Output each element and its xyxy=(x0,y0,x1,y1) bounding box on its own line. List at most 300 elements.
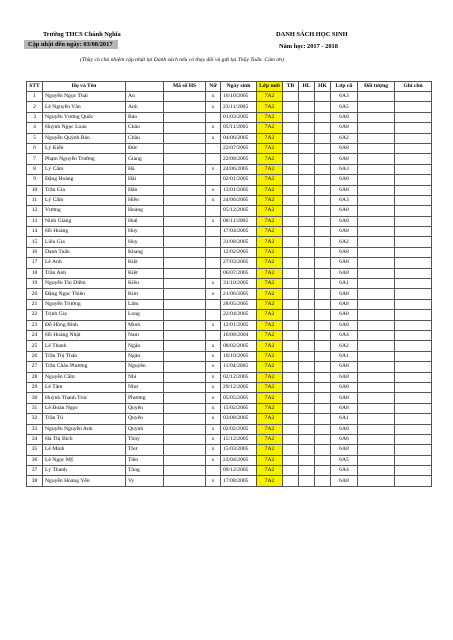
cell-last-middle-name: Nguyễn Ngọc Thái xyxy=(43,92,126,102)
cell-old-class: 6A8 xyxy=(331,362,358,372)
cell-category xyxy=(358,351,395,361)
cell-stt: 29 xyxy=(27,382,43,392)
cell-first-name: Châu xyxy=(126,133,164,143)
cell-remarks xyxy=(395,299,432,309)
cell-student-id xyxy=(164,476,206,486)
cell-average xyxy=(283,341,299,351)
cell-category xyxy=(358,424,395,434)
cell-first-name: Châu xyxy=(126,123,164,133)
cell-old-class: 6A8 xyxy=(331,227,358,237)
cell-last-middle-name: Nguyễn Vương Quốc xyxy=(43,112,126,122)
cell-average xyxy=(283,92,299,102)
cell-last-middle-name: Lý Thanh xyxy=(43,466,126,476)
cell-new-class: 7A2 xyxy=(257,175,283,185)
table-row xyxy=(27,195,432,205)
cell-academic-rank xyxy=(299,175,315,185)
cell-female xyxy=(206,247,221,257)
cell-category xyxy=(358,362,395,372)
cell-category xyxy=(358,185,395,195)
table-row xyxy=(27,206,432,216)
cell-remarks xyxy=(395,123,432,133)
cell-category xyxy=(358,123,395,133)
cell-old-class: 6A2 xyxy=(331,133,358,143)
cell-last-middle-name: Lê Minh xyxy=(43,445,126,455)
cell-student-id xyxy=(164,102,206,112)
cell-old-class: 6A2 xyxy=(331,341,358,351)
cell-academic-rank xyxy=(299,362,315,372)
cell-last-middle-name: Nguyễn Cẩm xyxy=(43,372,126,382)
cell-female xyxy=(206,237,221,247)
cell-birth-date: 06/07/2005 xyxy=(221,268,257,278)
cell-old-class: 6A8 xyxy=(331,112,358,122)
cell-birth-date: 02/01/2005 xyxy=(221,175,257,185)
cell-conduct xyxy=(315,320,331,330)
cell-first-name: Lâm xyxy=(126,299,164,309)
document-title: DANH SÁCH HỌC SINH xyxy=(276,31,348,38)
cell-conduct xyxy=(315,310,331,320)
column-header-last-middle-name: Họ và Tên xyxy=(43,82,126,92)
cell-average xyxy=(283,424,299,434)
student-list-table xyxy=(26,81,432,487)
cell-birth-date: 15/02/2005 xyxy=(221,403,257,413)
cell-category xyxy=(358,268,395,278)
cell-last-middle-name: Ninh Giang xyxy=(43,216,126,226)
cell-last-middle-name: Trần Thị Thảo xyxy=(43,351,126,361)
cell-birth-date: 10/10/2005 xyxy=(221,351,257,361)
cell-stt: 31 xyxy=(27,403,43,413)
cell-student-id xyxy=(164,154,206,164)
cell-stt: 19 xyxy=(27,279,43,289)
cell-female: x xyxy=(206,164,221,174)
cell-female xyxy=(206,227,221,237)
cell-female: x xyxy=(206,185,221,195)
table-row xyxy=(27,351,432,361)
cell-new-class: 7A2 xyxy=(257,362,283,372)
cell-remarks xyxy=(395,403,432,413)
cell-old-class: 6A8 xyxy=(331,289,358,299)
cell-remarks xyxy=(395,320,432,330)
cell-stt: 37 xyxy=(27,466,43,476)
cell-last-middle-name: Vương xyxy=(43,206,126,216)
cell-old-class: 6A8 xyxy=(331,310,358,320)
cell-student-id xyxy=(164,362,206,372)
cell-category xyxy=(358,143,395,153)
table-row xyxy=(27,372,432,382)
cell-average xyxy=(283,299,299,309)
column-header-remarks: Ghi chú xyxy=(395,82,432,92)
cell-academic-rank xyxy=(299,237,315,247)
cell-female: x xyxy=(206,445,221,455)
table-row xyxy=(27,445,432,455)
cell-first-name: Kiệt xyxy=(126,258,164,268)
column-header-birth-date: Ngày sinh xyxy=(221,82,257,92)
cell-remarks xyxy=(395,237,432,247)
cell-stt: 5 xyxy=(27,133,43,143)
table-row xyxy=(27,362,432,372)
table-row xyxy=(27,112,432,122)
cell-conduct xyxy=(315,445,331,455)
cell-first-name: Đức xyxy=(126,143,164,153)
cell-new-class: 7A2 xyxy=(257,279,283,289)
cell-new-class: 7A2 xyxy=(257,341,283,351)
table-row xyxy=(27,320,432,330)
cell-old-class: 6A1 xyxy=(331,414,358,424)
cell-birth-date: 24/06/2005 xyxy=(221,195,257,205)
cell-stt: 1 xyxy=(27,92,43,102)
cell-old-class: 6A8 xyxy=(331,476,358,486)
cell-conduct xyxy=(315,289,331,299)
cell-student-id xyxy=(164,424,206,434)
cell-average xyxy=(283,403,299,413)
cell-first-name: Vy xyxy=(126,476,164,486)
column-header-first-name xyxy=(126,82,164,92)
cell-new-class: 7A2 xyxy=(257,164,283,174)
cell-category xyxy=(358,227,395,237)
cell-average xyxy=(283,372,299,382)
cell-birth-date: 22/08/2005 xyxy=(221,154,257,164)
cell-first-name: Nhi xyxy=(126,372,164,382)
cell-conduct xyxy=(315,92,331,102)
cell-academic-rank xyxy=(299,123,315,133)
cell-birth-date: 13/01/2005 xyxy=(221,185,257,195)
cell-student-id xyxy=(164,195,206,205)
cell-first-name: Quyên xyxy=(126,414,164,424)
cell-last-middle-name: Lê Tâm xyxy=(43,382,126,392)
cell-category xyxy=(358,403,395,413)
column-header-old-class: Lớp cũ xyxy=(331,82,358,92)
cell-female: x xyxy=(206,92,221,102)
cell-female xyxy=(206,330,221,340)
table-row xyxy=(27,227,432,237)
instruction-note: (Thầy cô chủ nhiệm cập nhật lại Danh sách nếu có thay đổi và gửi lại Thầy Tuấn. Cám ơn) xyxy=(80,57,284,63)
cell-last-middle-name: Lý Cẩm xyxy=(43,164,126,174)
cell-old-class: 6A3 xyxy=(331,195,358,205)
cell-category xyxy=(358,206,395,216)
cell-last-middle-name: Trịnh Gia xyxy=(43,310,126,320)
cell-remarks xyxy=(395,414,432,424)
cell-academic-rank xyxy=(299,143,315,153)
cell-birth-date: 08/11/2005 xyxy=(221,216,257,226)
cell-old-class: 6A1 xyxy=(331,279,358,289)
cell-birth-date: 15/12/2005 xyxy=(221,434,257,444)
cell-conduct xyxy=(315,279,331,289)
cell-stt: 10 xyxy=(27,185,43,195)
table-row xyxy=(27,330,432,340)
cell-average xyxy=(283,393,299,403)
table-row xyxy=(27,289,432,299)
cell-remarks xyxy=(395,112,432,122)
cell-category xyxy=(358,237,395,247)
cell-average xyxy=(283,289,299,299)
cell-average xyxy=(283,310,299,320)
cell-birth-date: 11/04/2005 xyxy=(221,362,257,372)
cell-last-middle-name: Lê Anh xyxy=(43,258,126,268)
cell-student-id xyxy=(164,455,206,465)
cell-old-class: 6A8 xyxy=(331,393,358,403)
cell-old-class: 6A8 xyxy=(331,175,358,185)
cell-academic-rank xyxy=(299,133,315,143)
cell-first-name: Anh xyxy=(126,102,164,112)
column-header-stt: STT xyxy=(27,82,43,92)
cell-student-id xyxy=(164,268,206,278)
table-row xyxy=(27,424,432,434)
cell-student-id xyxy=(164,382,206,392)
cell-academic-rank xyxy=(299,289,315,299)
cell-academic-rank xyxy=(299,154,315,164)
cell-academic-rank xyxy=(299,393,315,403)
cell-last-middle-name: Huỳnh Thanh Trúc xyxy=(43,393,126,403)
cell-conduct xyxy=(315,206,331,216)
cell-new-class: 7A2 xyxy=(257,206,283,216)
cell-first-name: Bảo xyxy=(126,112,164,122)
cell-birth-date: 08/02/2005 xyxy=(221,341,257,351)
cell-first-name: Long xyxy=(126,310,164,320)
cell-last-middle-name: Lê Nguyễn Văn xyxy=(43,102,126,112)
cell-student-id xyxy=(164,123,206,133)
cell-student-id xyxy=(164,299,206,309)
cell-female: x xyxy=(206,195,221,205)
cell-last-middle-name: Nguyễn Trường xyxy=(43,299,126,309)
cell-stt: 13 xyxy=(27,216,43,226)
cell-last-middle-name: Trần Tú xyxy=(43,414,126,424)
cell-category xyxy=(358,445,395,455)
column-header-student-id: Mã số HS xyxy=(164,82,206,92)
cell-birth-date: 05/11/2005 xyxy=(221,123,257,133)
column-header-academic-rank: HL xyxy=(299,82,315,92)
cell-birth-date: 28/05/2005 xyxy=(221,299,257,309)
cell-category xyxy=(358,393,395,403)
table-row xyxy=(27,310,432,320)
cell-conduct xyxy=(315,133,331,143)
cell-birth-date: 02/02/2005 xyxy=(221,424,257,434)
cell-first-name: Kiệt xyxy=(126,268,164,278)
cell-new-class: 7A2 xyxy=(257,133,283,143)
table-row xyxy=(27,175,432,185)
cell-academic-rank xyxy=(299,102,315,112)
cell-old-class: 6A5 xyxy=(331,102,358,112)
cell-academic-rank xyxy=(299,341,315,351)
cell-new-class: 7A2 xyxy=(257,320,283,330)
cell-last-middle-name: Trần Anh xyxy=(43,268,126,278)
cell-first-name: Hiền xyxy=(126,195,164,205)
cell-category xyxy=(358,216,395,226)
cell-stt: 35 xyxy=(27,445,43,455)
cell-female: x xyxy=(206,476,221,486)
cell-remarks xyxy=(395,143,432,153)
cell-female: x xyxy=(206,424,221,434)
cell-first-name: Huy xyxy=(126,237,164,247)
cell-academic-rank xyxy=(299,330,315,340)
cell-stt: 27 xyxy=(27,362,43,372)
cell-category xyxy=(358,310,395,320)
table-row xyxy=(27,123,432,133)
cell-stt: 7 xyxy=(27,154,43,164)
cell-remarks xyxy=(395,372,432,382)
cell-conduct xyxy=(315,247,331,257)
cell-category xyxy=(358,466,395,476)
cell-new-class: 7A2 xyxy=(257,154,283,164)
cell-last-middle-name: Đặng Hoàng xyxy=(43,175,126,185)
cell-average xyxy=(283,175,299,185)
cell-new-class: 7A2 xyxy=(257,258,283,268)
cell-student-id xyxy=(164,185,206,195)
cell-last-middle-name: Nguyễn Hoàng Yến xyxy=(43,476,126,486)
cell-average xyxy=(283,237,299,247)
cell-female: x xyxy=(206,393,221,403)
cell-first-name: Quyên xyxy=(126,403,164,413)
cell-female xyxy=(206,299,221,309)
cell-last-middle-name: Đặng Ngọc Thiên xyxy=(43,289,126,299)
cell-stt: 2 xyxy=(27,102,43,112)
cell-new-class: 7A2 xyxy=(257,143,283,153)
table-row xyxy=(27,279,432,289)
school-year: Năm học: 2017 - 2018 xyxy=(279,43,338,50)
cell-new-class: 7A2 xyxy=(257,237,283,247)
cell-remarks xyxy=(395,424,432,434)
cell-first-name: Hoàng xyxy=(126,206,164,216)
cell-conduct xyxy=(315,175,331,185)
cell-birth-date: 17/08/2005 xyxy=(221,476,257,486)
cell-conduct xyxy=(315,299,331,309)
cell-last-middle-name: Nguyễn Nguyễn Anh xyxy=(43,424,126,434)
cell-academic-rank xyxy=(299,299,315,309)
column-header-new-class: Lớp mới xyxy=(257,82,283,92)
cell-remarks xyxy=(395,341,432,351)
cell-female xyxy=(206,143,221,153)
cell-remarks xyxy=(395,247,432,257)
cell-stt: 18 xyxy=(27,268,43,278)
cell-student-id xyxy=(164,330,206,340)
cell-category xyxy=(358,247,395,257)
cell-remarks xyxy=(395,351,432,361)
cell-student-id xyxy=(164,112,206,122)
cell-average xyxy=(283,227,299,237)
cell-remarks xyxy=(395,195,432,205)
cell-category xyxy=(358,258,395,268)
cell-new-class: 7A2 xyxy=(257,351,283,361)
cell-female xyxy=(206,466,221,476)
cell-conduct xyxy=(315,123,331,133)
cell-last-middle-name: Hồ Hoàng Nhật xyxy=(43,330,126,340)
cell-average xyxy=(283,455,299,465)
cell-student-id xyxy=(164,164,206,174)
cell-female: x xyxy=(206,351,221,361)
cell-female xyxy=(206,206,221,216)
cell-new-class: 7A2 xyxy=(257,372,283,382)
cell-remarks xyxy=(395,206,432,216)
cell-academic-rank xyxy=(299,247,315,257)
cell-birth-date: 29/12/2005 xyxy=(221,382,257,392)
column-header-female: Nữ xyxy=(206,82,221,92)
cell-first-name: Kim xyxy=(126,289,164,299)
table-row xyxy=(27,258,432,268)
cell-average xyxy=(283,466,299,476)
cell-conduct xyxy=(315,382,331,392)
cell-category xyxy=(358,372,395,382)
cell-first-name: Như xyxy=(126,382,164,392)
updated-date-banner: Cập nhật đến ngày: 03/08/2017 xyxy=(24,40,118,49)
cell-average xyxy=(283,330,299,340)
cell-birth-date: 16/08/2004 xyxy=(221,330,257,340)
cell-new-class: 7A2 xyxy=(257,289,283,299)
cell-old-class: 6A8 xyxy=(331,299,358,309)
cell-average xyxy=(283,476,299,486)
table-row xyxy=(27,403,432,413)
cell-new-class: 7A2 xyxy=(257,123,283,133)
cell-female: x xyxy=(206,382,221,392)
cell-category xyxy=(358,175,395,185)
cell-student-id xyxy=(164,466,206,476)
table-row xyxy=(27,268,432,278)
cell-first-name: Khang xyxy=(126,247,164,257)
cell-first-name: Hải xyxy=(126,175,164,185)
cell-remarks xyxy=(395,310,432,320)
cell-old-class: 6A8 xyxy=(331,445,358,455)
cell-first-name: Hân xyxy=(126,185,164,195)
cell-conduct xyxy=(315,154,331,164)
cell-student-id xyxy=(164,289,206,299)
cell-female xyxy=(206,258,221,268)
cell-birth-date: 31/08/2005 xyxy=(221,237,257,247)
cell-student-id xyxy=(164,216,206,226)
cell-birth-date: 01/03/2005 xyxy=(221,112,257,122)
cell-category xyxy=(358,92,395,102)
cell-first-name: Tiên xyxy=(126,455,164,465)
cell-remarks xyxy=(395,175,432,185)
cell-old-class: 6A8 xyxy=(331,258,358,268)
cell-female: x xyxy=(206,133,221,143)
cell-academic-rank xyxy=(299,445,315,455)
cell-category xyxy=(358,434,395,444)
cell-academic-rank xyxy=(299,434,315,444)
cell-last-middle-name: Hồ Hoàng xyxy=(43,227,126,237)
cell-average xyxy=(283,123,299,133)
cell-student-id xyxy=(164,279,206,289)
cell-student-id xyxy=(164,227,206,237)
cell-stt: 17 xyxy=(27,258,43,268)
cell-new-class: 7A2 xyxy=(257,445,283,455)
cell-academic-rank xyxy=(299,466,315,476)
cell-stt: 12 xyxy=(27,206,43,216)
cell-conduct xyxy=(315,143,331,153)
cell-first-name: Ngân xyxy=(126,351,164,361)
cell-average xyxy=(283,382,299,392)
cell-conduct xyxy=(315,237,331,247)
cell-academic-rank xyxy=(299,195,315,205)
cell-remarks xyxy=(395,227,432,237)
cell-first-name: Tùng xyxy=(126,466,164,476)
cell-conduct xyxy=(315,403,331,413)
cell-last-middle-name: Trần Gia xyxy=(43,185,126,195)
cell-academic-rank xyxy=(299,164,315,174)
cell-stt: 25 xyxy=(27,341,43,351)
cell-stt: 15 xyxy=(27,237,43,247)
cell-old-class: 6A8 xyxy=(331,123,358,133)
cell-female: x xyxy=(206,455,221,465)
cell-conduct xyxy=(315,372,331,382)
cell-female: x xyxy=(206,362,221,372)
cell-first-name: Quỳnh xyxy=(126,424,164,434)
cell-academic-rank xyxy=(299,227,315,237)
cell-female: x xyxy=(206,289,221,299)
cell-academic-rank xyxy=(299,476,315,486)
table-row xyxy=(27,455,432,465)
cell-average xyxy=(283,362,299,372)
school-name: Trường THCS Chánh Nghĩa xyxy=(43,31,121,38)
cell-old-class: 6A8 xyxy=(331,185,358,195)
cell-stt: 22 xyxy=(27,310,43,320)
cell-academic-rank xyxy=(299,403,315,413)
